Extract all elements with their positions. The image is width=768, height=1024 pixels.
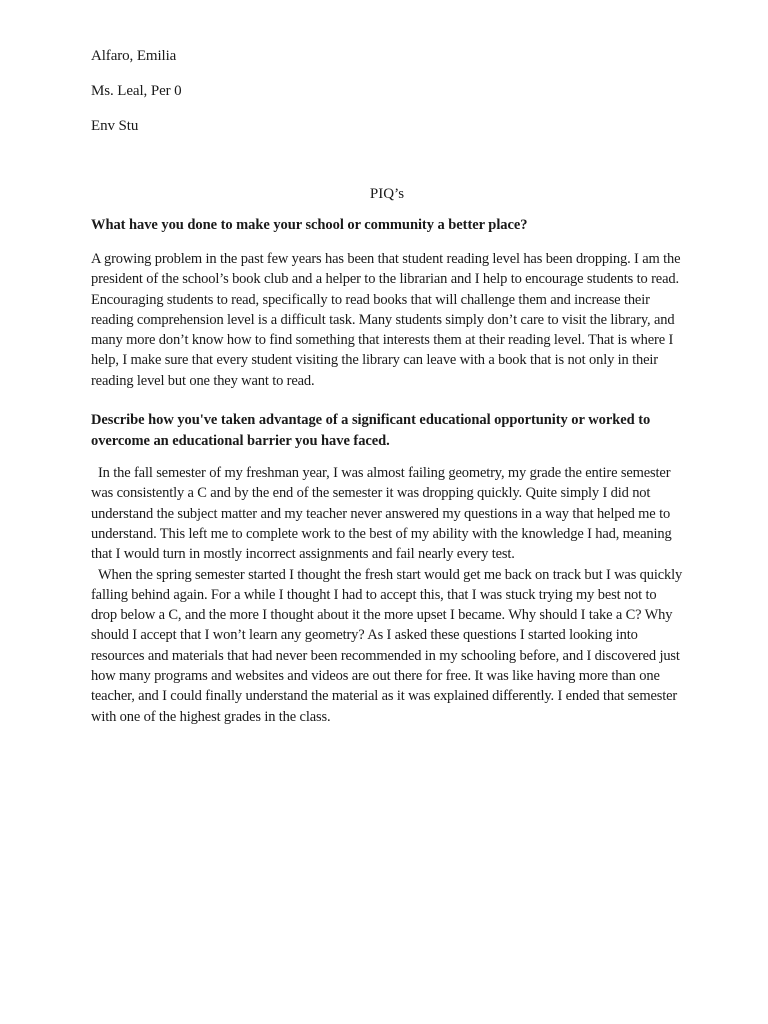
teacher-period: Ms. Leal, Per 0	[91, 83, 182, 99]
question-2: Describe how you've taken advantage of a significant educational opportunity or worked to overcome an educational barrier you have faced.	[91, 412, 651, 450]
answer-2-paragraph-1: In the fall semester of my freshman year, I was almost failing geometry, my grade the entire semester was consistently a C and by the end of the semester it was dropping quickly. Quite simply I did not understand the subject matter and my teacher never answered my questions in a way that helped me to understand. This left me to complete work to the best of my ability with the knowledge I had, meaning that I would turn in mostly incorrect assignments and fail nearly every test.	[91, 465, 672, 563]
document-page	[91, 44, 683, 727]
student-name: Alfaro, Emilia	[91, 48, 177, 64]
answer-1: A growing problem in the past few years has been that student reading level has been dropping. I am the president of the school’s book club and a helper to the librarian and I help to encourage students to read. Encouraging students to read, specifically to read books that will challenge them and increase their reading comprehension level is a difficult task. Many students simply don’t care to visit the library, and many more don’t know how to find something that interests them at their reading level. That is where I help, I make sure that every student visiting the library can leave with a book that is not only in their reading level but one they want to read.	[91, 251, 681, 389]
question-1: What have you done to make your school or community a better place?	[91, 217, 528, 233]
answer-2-paragraph-2: When the spring semester started I thought the fresh start would get me back on track but I was quickly falling behind again. For a while I thought I had to accept this, that I was stuck trying my best not to drop below a C, and the more I thought about it the more upset I became. Why should I take a C? Why should I accept that I won’t learn any geometry? As I asked these questions I started looking into resources and materials that had never been recommended in my schooling before, and I discovered just how many programs and websites and videos are out there for free. It was like having more than one teacher, and I could finally understand the material as it was explained differently. I ended that semester with one of the highest grades in the class.	[91, 566, 683, 725]
class-name: Env Stu	[91, 118, 139, 134]
document-title: PIQ’s	[369, 186, 405, 202]
